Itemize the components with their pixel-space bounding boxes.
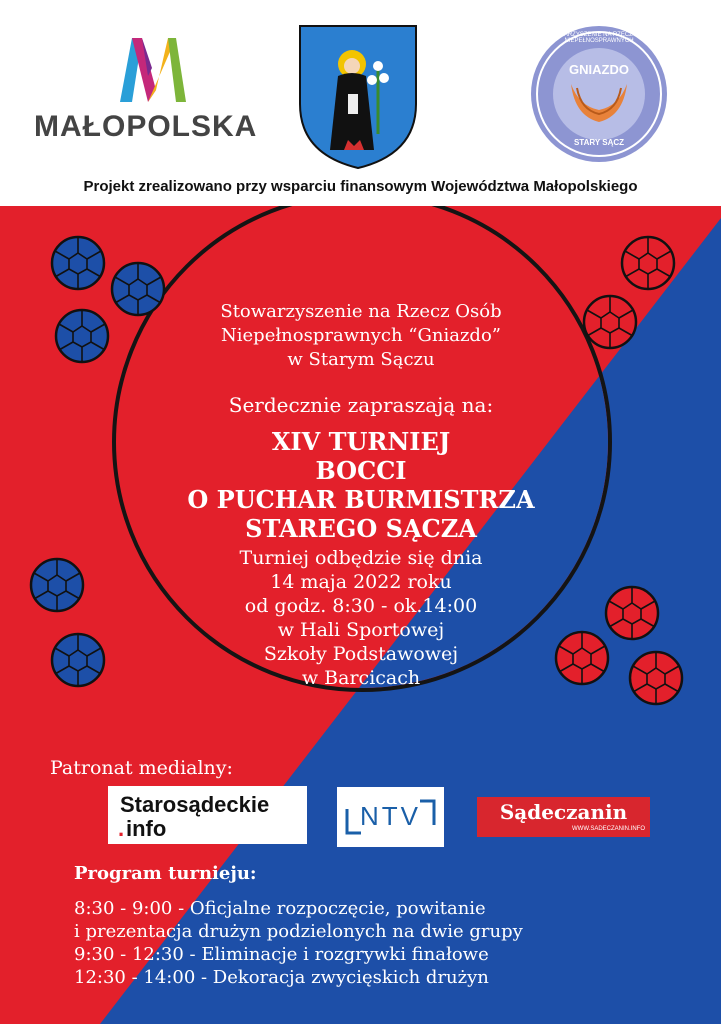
title-line: BOCCI <box>315 456 407 485</box>
organizer-line: Stowarzyszenie na Rzecz Osób <box>220 301 502 322</box>
detail-line: 14 maja 2022 roku <box>270 571 452 593</box>
gniazdo-ring-text: STOWARZYSZENIE NA RZECZ OSÓB NIEPEŁNOSPRAWNYCH <box>546 32 652 44</box>
red-ball-icon <box>606 587 658 639</box>
program-line: 12:30 - 14:00 - Dekoracja zwycięskich drużyn <box>74 967 489 988</box>
title-line: STAREGO SĄCZA <box>245 514 477 543</box>
detail-line: w Hali Sportowej <box>277 619 445 641</box>
gniazdo-city: STARY SĄCZ <box>573 138 625 147</box>
invite-text: Serdecznie zapraszają na: <box>228 393 494 417</box>
detail-line: w Barcicach <box>301 667 421 689</box>
ntv-name: NTV <box>360 801 421 831</box>
funding-note: Projekt zrealizowano przy wsparciu finansowym Województwa Małopolskiego <box>83 178 638 195</box>
detail-line: Turniej odbędzie się dnia <box>239 547 483 569</box>
tournament-title <box>141 427 581 543</box>
title-line: XIV TURNIEJ <box>271 427 451 456</box>
event-details <box>141 546 581 690</box>
program-list <box>74 897 523 989</box>
organizer-line: w Starym Sączu <box>287 349 435 370</box>
program-line: 9:30 - 12:30 - Eliminacje i rozgrywki finałowe <box>74 944 489 965</box>
red-ball-icon <box>622 237 674 289</box>
blue-ball-icon <box>56 310 108 362</box>
starosadeckie-name: Starosądeckie <box>120 792 270 817</box>
starosadeckie-logo <box>108 786 307 844</box>
sadeczanin-url: WWW.SADECZANIN.INFO <box>572 826 645 832</box>
title-line: O PUCHAR BURMISTRZA <box>187 485 535 514</box>
organizer-text <box>141 300 581 372</box>
red-ball-icon <box>584 296 636 348</box>
blue-ball-icon <box>52 634 104 686</box>
detail-line: Szkoły Podstawowej <box>263 643 459 665</box>
detail-line: od godz. 8:30 - ok.14:00 <box>244 595 478 617</box>
starosadeckie-domain: info <box>126 816 167 841</box>
gniazdo-title: GNIAZDO <box>569 62 629 77</box>
blue-ball-icon <box>31 559 83 611</box>
program-line: 8:30 - 9:00 - Oficjalne rozpoczęcie, powitanie <box>74 898 486 919</box>
sadeczanin-name: Sądeczanin <box>499 800 628 824</box>
program-heading: Program turnieju: <box>74 863 257 884</box>
starosadeckie-dot: . <box>118 816 125 841</box>
program-line: i prezentacja drużyn podzielonych na dwie grupy <box>74 921 523 942</box>
organizer-line: Niepełnosprawnych “Gniazdo” <box>221 325 501 346</box>
ntv-logo <box>337 787 444 847</box>
malopolska-logo-text: MAŁOPOLSKA <box>34 110 258 143</box>
sadeczanin-logo <box>477 797 650 837</box>
blue-ball-icon <box>52 237 104 289</box>
media-patron-label: Patronat medialny: <box>50 757 233 779</box>
red-ball-icon <box>630 652 682 704</box>
